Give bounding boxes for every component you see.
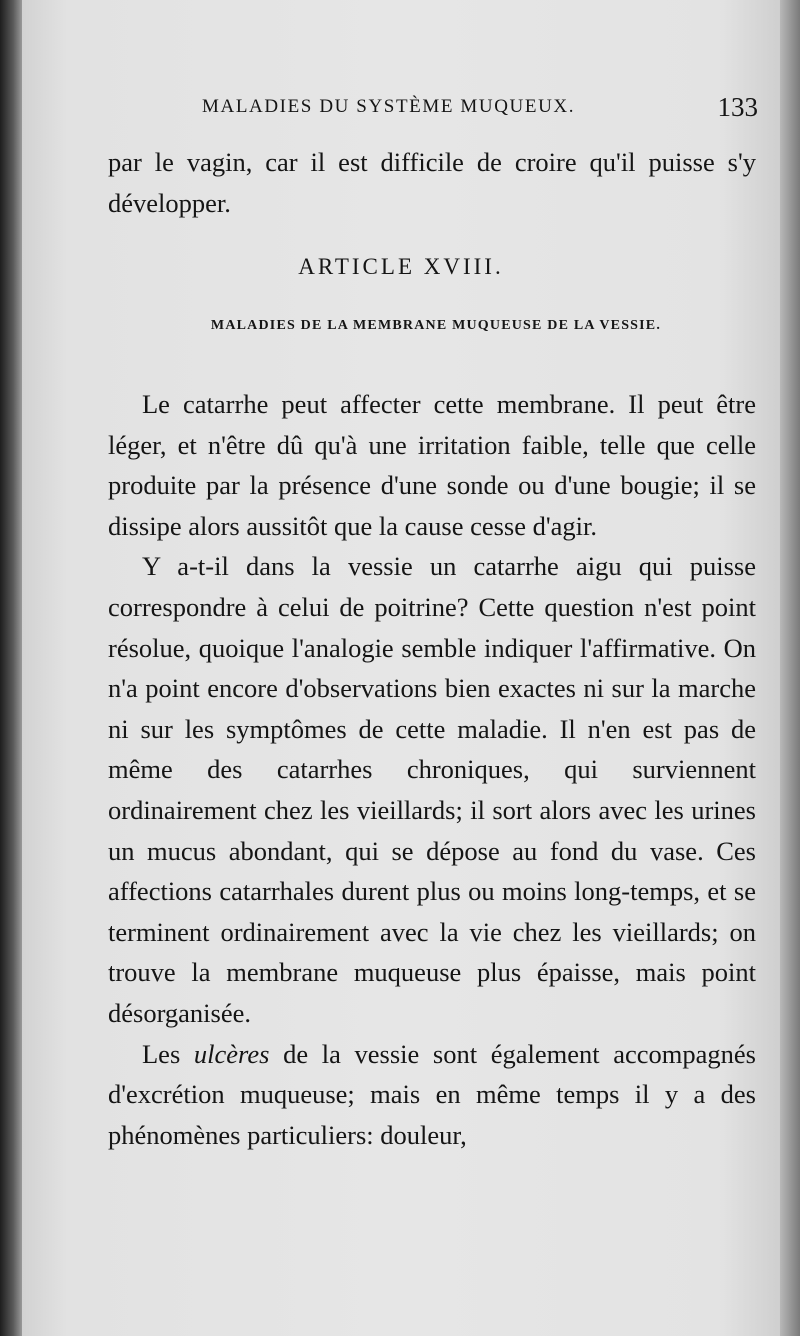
scan-right-edge (780, 0, 800, 1336)
continuation-text (108, 142, 756, 223)
book-page (22, 0, 780, 1336)
running-title: MALADIES DU SYSTÈME MUQUEUX. (202, 96, 576, 117)
article-heading: ARTICLE XVIII. (298, 254, 504, 279)
paragraph-1: Le catarrhe peut affecter cette membrane. Il peut être léger, et n'être dû qu'à une irritation faible, telle que celle produite par la présence d'une sonde ou d'une bougie; il se dissipe alors aussitôt que la cause cesse d'agir. (108, 389, 756, 541)
paragraph-3-italic: ulcères (193, 1038, 270, 1069)
body-text (108, 384, 756, 1155)
continuation-paragraph: par le vagin, car il est difficile de croire qu'il puisse s'y développer. (108, 147, 756, 218)
paragraph-2: Y a-t-il dans la vessie un catarrhe aigu qui puisse correspondre à celui de poitrine? Cette question n'est point résolue, quoique l'analogie semble indiquer l'affirmative. On n'a point encore d'observations bien exactes ni sur la marche ni sur les symptômes de cette maladie. Il n'en est pas de même des catarrhes chroniques, qui surviennent ordinairement chez les vieillards; il sort alors avec les urines un mucus abondant, qui se dépose au fond du vase. Ces affections catarrhales durent plus ou moins long-temps, et se terminent ordinairement avec la vie chez les vieillards; on trouve la membrane muqueuse plus épaisse, mais point désorganisée. (108, 551, 756, 1028)
paragraph-3 (108, 1034, 756, 1156)
paragraph-3-rest: de la vessie sont également accompagnés d'excrétion muqueuse; mais en même temps il y a des phénomènes particuliers: douleur, (108, 1038, 756, 1150)
paragraph-3-start: Les (142, 1038, 194, 1069)
article-subheading: MALADIES DE LA MEMBRANE MUQUEUSE DE LA VESSIE. (210, 318, 662, 333)
running-head (202, 92, 758, 132)
page-number: 133 (717, 92, 758, 122)
scan-left-edge (0, 0, 22, 1336)
